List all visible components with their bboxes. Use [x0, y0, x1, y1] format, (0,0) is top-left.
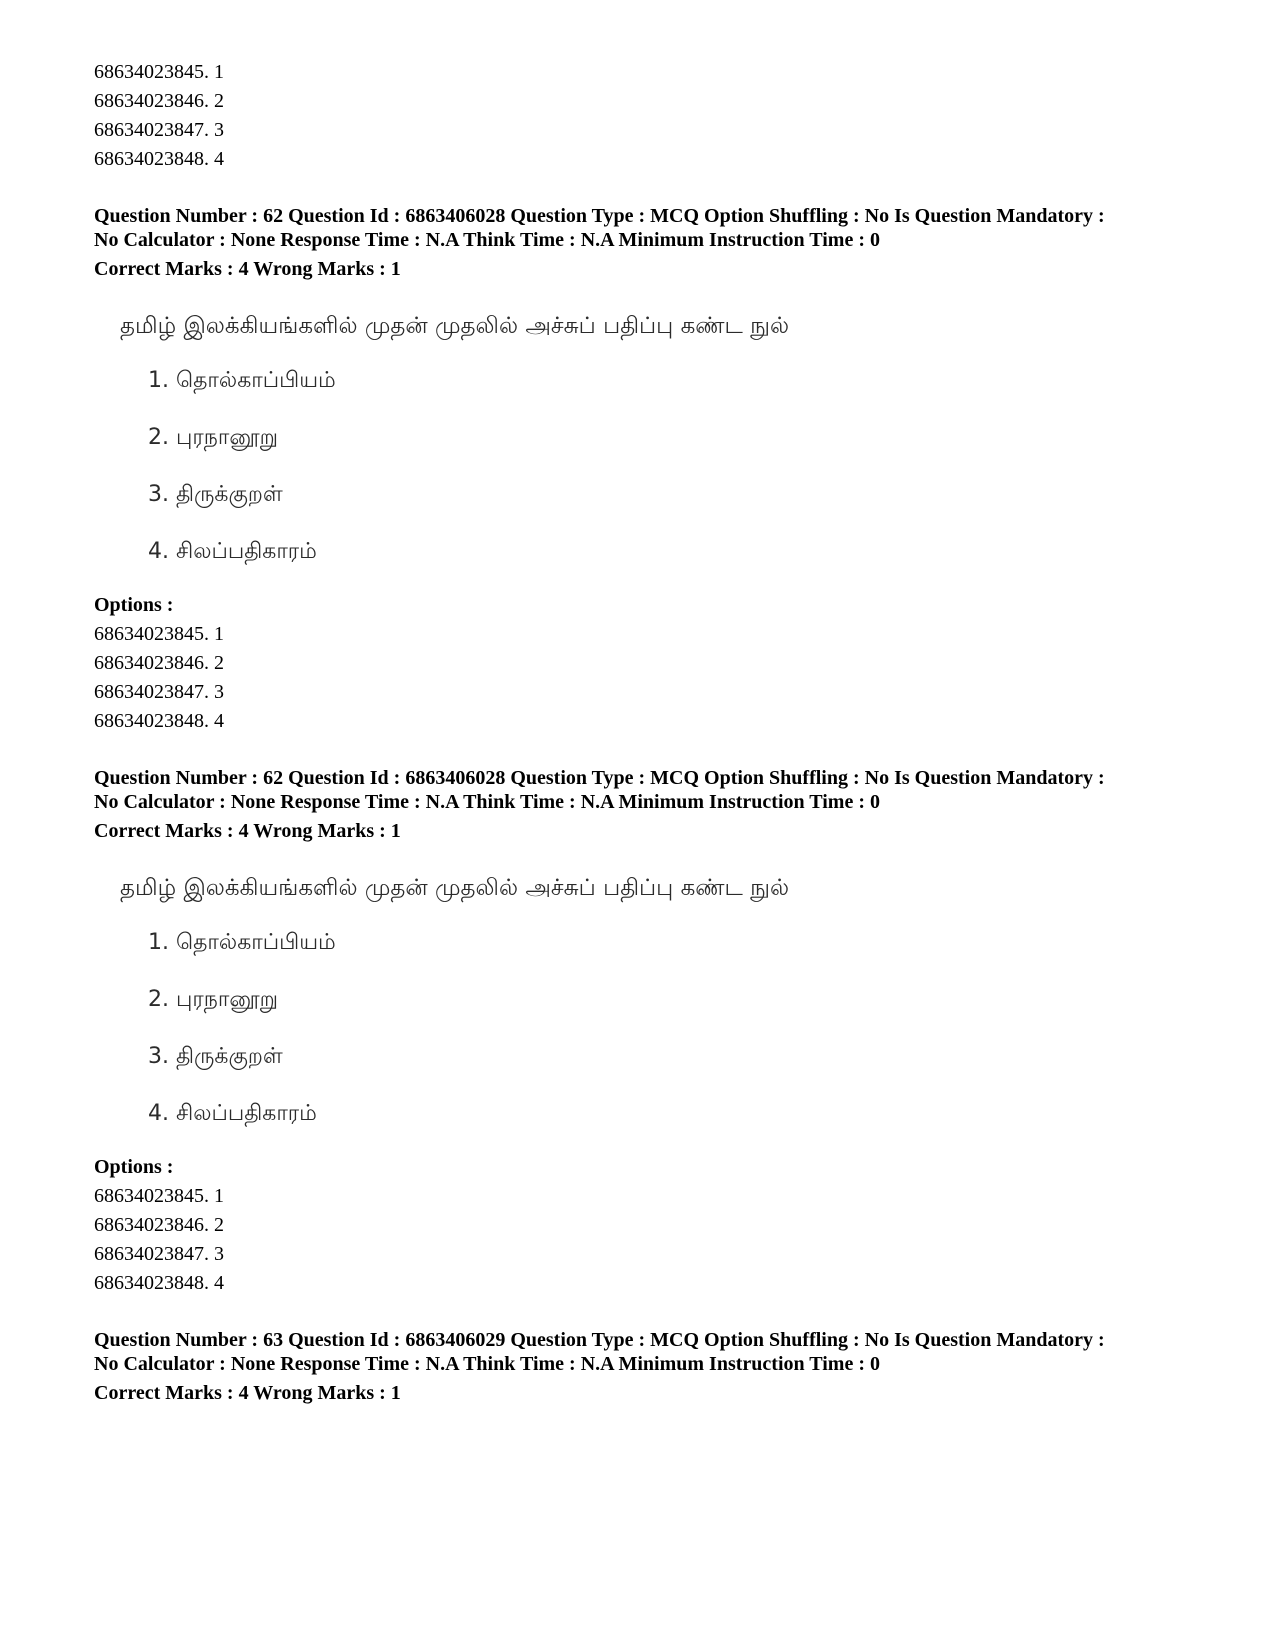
- option-line: 68634023848. 4: [94, 1272, 224, 1294]
- choice-item: 1. தொல்காப்பியம்: [148, 368, 336, 393]
- options-list: [94, 1182, 1194, 1298]
- question-meta-line: No Calculator : None Response Time : N.A Think Time : N.A Minimum Instruction Time : 0: [94, 1353, 880, 1375]
- question-choices: [148, 928, 1194, 1129]
- option-line: 68634023847. 3: [94, 681, 224, 703]
- question-marks: Correct Marks : 4 Wrong Marks : 1: [94, 258, 401, 280]
- question-text: தமிழ் இலக்கியங்களில் முதன் முதலில் அச்சுப் பதிப்பு கண்ட நுல்: [120, 875, 790, 901]
- option-line: 68634023847. 3: [94, 1243, 224, 1265]
- question-block: [94, 1328, 1194, 1405]
- option-line: 68634023846. 2: [94, 1214, 224, 1236]
- question-block: [94, 204, 1194, 736]
- question-meta-line: No Calculator : None Response Time : N.A Think Time : N.A Minimum Instruction Time : 0: [94, 791, 880, 813]
- question-meta: [94, 766, 1194, 814]
- question-meta-line: Question Number : 62 Question Id : 6863406028 Question Type : MCQ Option Shuffling : No Is Question Mandatory :: [94, 767, 1105, 789]
- question-meta: [94, 204, 1194, 252]
- option-line: 68634023846. 2: [94, 652, 224, 674]
- question-meta: [94, 1328, 1194, 1376]
- question-choices: [148, 366, 1194, 567]
- choice-item: 1. தொல்காப்பியம்: [148, 930, 336, 955]
- question-meta-line: Question Number : 62 Question Id : 6863406028 Question Type : MCQ Option Shuffling : No Is Question Mandatory :: [94, 205, 1105, 227]
- option-line: 68634023846. 2: [94, 90, 224, 112]
- question-marks: Correct Marks : 4 Wrong Marks : 1: [94, 1382, 401, 1404]
- option-line: 68634023847. 3: [94, 119, 224, 141]
- choice-item: 2. புரநானூறு: [148, 987, 279, 1012]
- options-list: [94, 620, 1194, 736]
- document-page: [94, 58, 1194, 1405]
- choice-item: 3. திருக்குறள்: [148, 482, 283, 507]
- choice-item: 4. சிலப்பதிகாரம்: [148, 1101, 317, 1126]
- question-text: தமிழ் இலக்கியங்களில் முதன் முதலில் அச்சுப் பதிப்பு கண்ட நுல்: [120, 313, 790, 339]
- options-label: Options :: [94, 594, 174, 616]
- option-line: 68634023845. 1: [94, 61, 224, 83]
- choice-item: 4. சிலப்பதிகாரம்: [148, 539, 317, 564]
- question-marks: Correct Marks : 4 Wrong Marks : 1: [94, 820, 401, 842]
- question-meta-line: Question Number : 63 Question Id : 6863406029 Question Type : MCQ Option Shuffling : No Is Question Mandatory :: [94, 1329, 1105, 1351]
- choice-item: 3. திருக்குறள்: [148, 1044, 283, 1069]
- option-line: 68634023845. 1: [94, 623, 224, 645]
- top-options-list: [94, 58, 1194, 174]
- question-block: [94, 766, 1194, 1298]
- choice-item: 2. புரநானூறு: [148, 425, 279, 450]
- option-line: 68634023848. 4: [94, 148, 224, 170]
- options-label: Options :: [94, 1156, 174, 1178]
- question-meta-line: No Calculator : None Response Time : N.A Think Time : N.A Minimum Instruction Time : 0: [94, 229, 880, 251]
- option-line: 68634023845. 1: [94, 1185, 224, 1207]
- option-line: 68634023848. 4: [94, 710, 224, 732]
